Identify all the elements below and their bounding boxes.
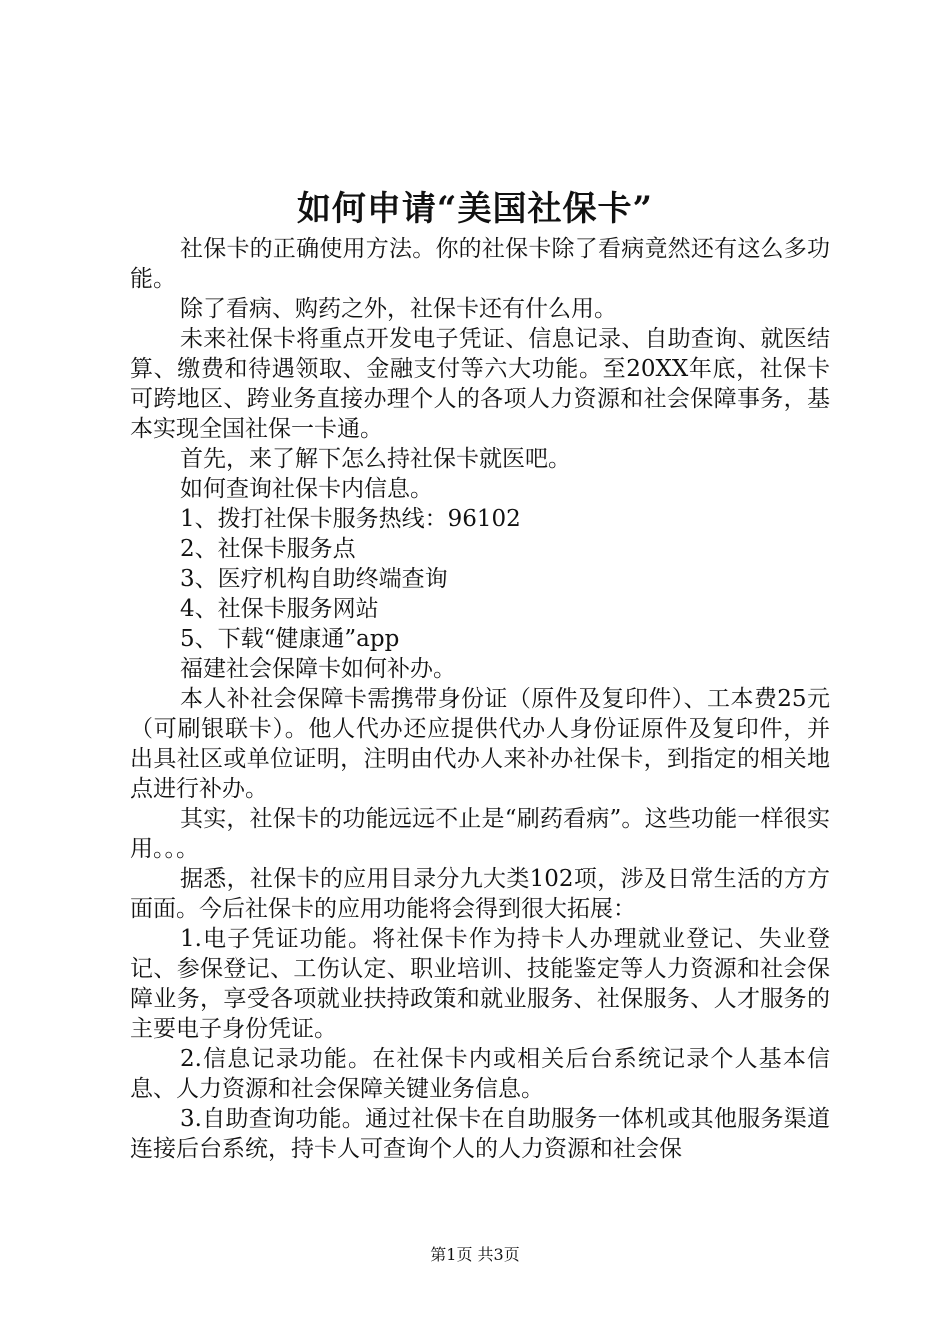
paragraph: 首先，来了解下怎么持社保卡就医吧。	[180, 446, 571, 472]
list-item: 2.信息记录功能。在社保卡内或相关后台系统记录个人基本信息、人力资源和社会保障关键业务信息。	[130, 1046, 830, 1102]
list-item: 1.电子凭证功能。将社保卡作为持卡人办理就业登记、失业登记、参保登记、工伤认定、职业培训、技能鉴定等人力资源和社会保障业务，享受各项就业扶持政策和就业服务、社保服务、人才服务的主要电子身份凭证。	[130, 926, 830, 1042]
paragraph: 除了看病、购药之外，社保卡还有什么用。	[180, 296, 617, 322]
page-footer: 第1页 共3页	[430, 1245, 520, 1264]
list-item: 2、社保卡服务点	[180, 536, 356, 562]
paragraph: 本人补社会保障卡需携带身份证（原件及复印件）、工本费25元（可刷银联卡）。他人代办还应提供代办人身份证原件及复印件，并出具社区或单位证明，注明由代办人来补办社保卡，到指定的相关地点进行补办。	[130, 686, 830, 802]
paragraph: 社保卡的正确使用方法。你的社保卡除了看病竟然还有这么多功能。	[130, 236, 830, 292]
paragraph: 未来社保卡将重点开发电子凭证、信息记录、自助查询、就医结算、缴费和待遇领取、金融支付等六大功能。至20XX年底，社保卡可跨地区、跨业务直接办理个人的各项人力资源和社会保障事务，基本实现全国社保一卡通。	[130, 326, 830, 442]
paragraph: 其实，社保卡的功能远远不止是“刷药看病”。这些功能一样很实用。。。	[130, 806, 830, 862]
list-item: 3、医疗机构自助终端查询	[180, 566, 448, 592]
document-body	[130, 234, 830, 1164]
paragraph: 如何查询社保卡内信息。	[180, 476, 433, 502]
list-item: 1、拨打社保卡服务热线：96102	[180, 506, 521, 532]
list-item: 3.自助查询功能。通过社保卡在自助服务一体机或其他服务渠道连接后台系统，持卡人可查询个人的人力资源和社会保	[130, 1106, 830, 1162]
list-item: 4、社保卡服务网站	[180, 596, 379, 622]
paragraph: 福建社会保障卡如何补办。	[180, 656, 456, 682]
paragraph: 据悉，社保卡的应用目录分九大类102项，涉及日常生活的方方面面。今后社保卡的应用功能将会得到很大拓展：	[130, 866, 830, 922]
document-title: 如何申请“美国社保卡”	[296, 189, 654, 229]
list-item: 5、下载“健康通”app	[180, 626, 400, 652]
